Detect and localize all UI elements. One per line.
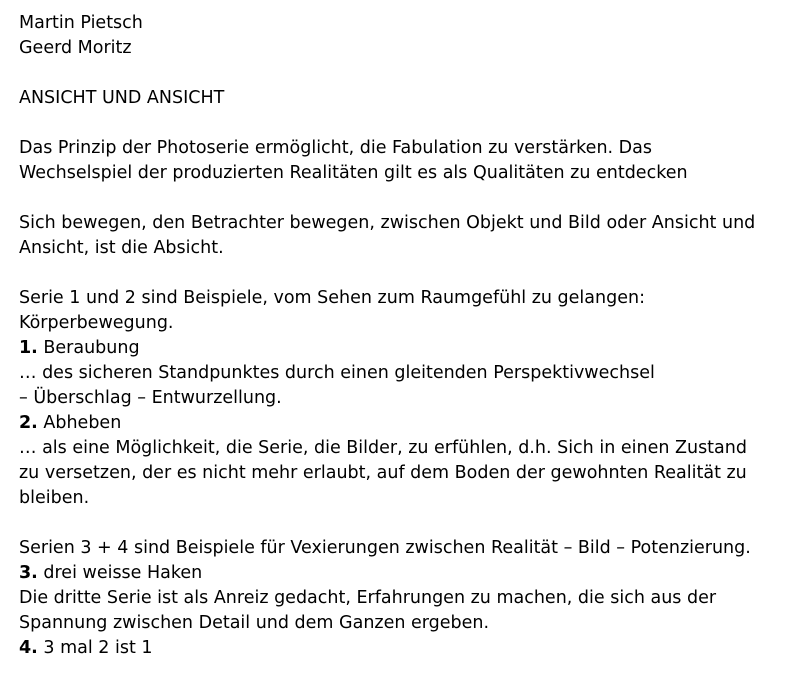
item-1-text-line: … des sicheren Standpunktes durch einen gleitenden Perspektivwechsel: [19, 363, 655, 383]
author-name: Martin Pietsch: [19, 13, 143, 33]
item-2-heading: [19, 411, 794, 436]
item-1-text-line: – Überschlag – Entwurzellung.: [19, 388, 282, 408]
spacer: [19, 186, 794, 211]
series-1-2-paragraph-line: Serie 1 und 2 sind Beispiele, vom Sehen zum Raumgefühl zu gelangen:: [19, 288, 645, 308]
series-1-2-paragraph-line: Körperbewegung.: [19, 313, 174, 333]
item-3-heading: [19, 561, 794, 586]
item-number: 3.: [19, 563, 38, 583]
intro-paragraph-line: Wechselspiel der produzierten Realitäten gilt es als Qualitäten zu entdecken: [19, 163, 688, 183]
series-3-4-paragraph-line: Serien 3 + 4 sind Beispiele für Vexierungen zwischen Realität – Bild – Potenzierung.: [19, 538, 751, 558]
movement-paragraph-line: Sich bewegen, den Betrachter bewegen, zwischen Objekt und Bild oder Ansicht und: [19, 213, 756, 233]
document-title: ANSICHT UND ANSICHT: [19, 88, 225, 108]
author-name: Geerd Moritz: [19, 38, 132, 58]
item-2-text-line: zu versetzen, der es nicht mehr erlaubt, auf dem Boden der gewohnten Realität zu: [19, 463, 747, 483]
item-title: drei weisse Haken: [37, 563, 203, 583]
movement-paragraph-line: Ansicht, ist die Absicht.: [19, 238, 224, 258]
item-2-text-line: bleiben.: [19, 488, 90, 508]
spacer: [19, 261, 794, 286]
item-4-heading: [19, 636, 794, 661]
spacer: [19, 61, 794, 86]
spacer: [19, 511, 794, 536]
item-title: Beraubung: [37, 338, 140, 358]
item-2-text-line: … als eine Möglichkeit, die Serie, die Bilder, zu erfühlen, d.h. Sich in einen Zustand: [19, 438, 747, 458]
item-title: 3 mal 2 ist 1: [37, 638, 153, 658]
intro-paragraph-line: Das Prinzip der Photoserie ermöglicht, die Fabulation zu verstärken. Das: [19, 138, 652, 158]
item-3-text-line: Spannung zwischen Detail und dem Ganzen ergeben.: [19, 613, 490, 633]
item-1-heading: [19, 336, 794, 361]
item-number: 4.: [19, 638, 38, 658]
document-body: [19, 11, 794, 661]
item-number: 2.: [19, 413, 38, 433]
item-title: Abheben: [37, 413, 122, 433]
item-3-text-line: Die dritte Serie ist als Anreiz gedacht, Erfahrungen zu machen, die sich aus der: [19, 588, 717, 608]
spacer: [19, 111, 794, 136]
item-number: 1.: [19, 338, 38, 358]
